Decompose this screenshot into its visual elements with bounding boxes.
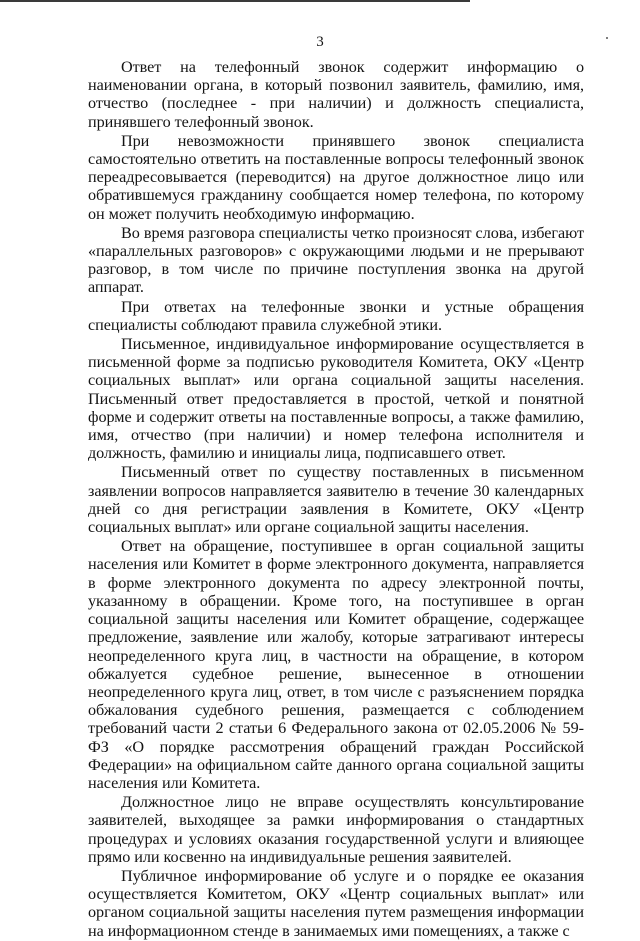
paragraph-written-answer-deadline: Письменный ответ по существу поставленных в письменном заявлении вопросов направляется заявителю в течение 30 календарных дней со дня регистрации заявления в Комитете, ОКУ «Центр социальных выплат» или органе социальной защиты населения. <box>88 463 584 537</box>
paragraph-public-informing: Публичное информирование об услуге и о порядке ее оказания осуществляется Комитетом, ОКУ «Центр социальных выплат» или органом социальной защиты населения путем размещения информации на информационном стенде в занимаемых ими помещениях, а также с <box>88 866 584 940</box>
paragraph-call-redirect: При невозможности принявшего звонок специалиста самостоятельно ответить на поставленные вопросы телефонный звонок переадресовывается (переводится) на другое должностное лицо или обратившемуся гражданину сообщается номер телефона, по которому он может получить необходимую информацию. <box>88 131 584 223</box>
document-body <box>88 58 584 941</box>
paragraph-conversation-rules: Во время разговора специалисты четко произносят слова, избегают «параллельных разговоров» с окружающими людьми и не прерывают разговор, в том числе по причине поступления звонка на другой аппарат. <box>88 223 584 297</box>
paragraph-official-limits: Должностное лицо не вправе осуществлять консультирование заявителей, выходящее за рамки информирования о стандартных процедурах и условиях оказания государственной услуги и влияющее прямо или косвенно на индивидуальные решения заявителей. <box>88 793 584 866</box>
paragraph-service-ethics: При ответах на телефонные звонки и устные обращения специалисты соблюдают правила служебной этики. <box>88 297 584 334</box>
paragraph-written-informing: Письменное, индивидуальное информирование осуществляется в письменной форме за подписью руководителя Комитета, ОКУ «Центр социальных выплат» или органа социальной защиты населения. Письменный ответ предоставляется в простой, четкой и понятной форме и содержит ответы на поставленные вопросы, а также фамилию, имя, отчество (при наличии) и номер телефона исполнителя и должность, фамилию и инициалы лица, подписавшего ответ. <box>88 335 584 463</box>
scan-edge-line <box>0 0 470 2</box>
paragraph-phone-answer: Ответ на телефонный звонок содержит информацию о наименовании органа, в который позвонил заявитель, фамилию, имя, отчество (последнее - при наличии) и должность специалиста, принявшего телефонный звонок. <box>88 58 584 131</box>
paragraph-electronic-answer: Ответ на обращение, поступившее в орган социальной защиты населения или Комитет в форме электронного документа, направляется в форме электронного документа по адресу электронной почты, указанному в обращении. Кроме того, на поступившее в орган социальной защиты населения или Комитет обращение, содержащее предложение, заявление или жалобу, которые затрагивают интересы неопределенного круга лиц, в частности на обращение, в котором обжалуется судебное решение, вынесенное в отношении неопределенного круга лиц, ответ, в том числе с разъяснением порядка обжалования судебного решения, размещается с соблюдением требований части 2 статьи 6 Федерального закона от 02.05.2006 № 59-ФЗ «О порядке рассмотрения обращений граждан Российской Федерации» на официальном сайте данного органа социальной защиты населения или Комитета. <box>88 537 584 792</box>
page-number: 3 <box>316 34 324 50</box>
